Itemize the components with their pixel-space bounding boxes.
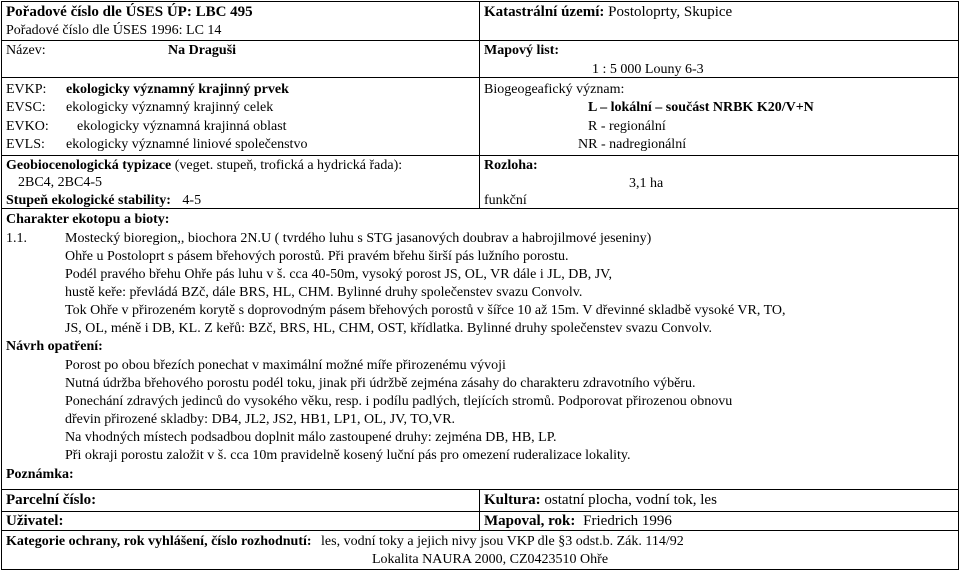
evko-row bbox=[6, 118, 287, 135]
nazev-value: Na Draguši bbox=[168, 43, 237, 58]
protection-row bbox=[6, 533, 684, 550]
kultura-value: ostatní plocha, vodní tok, les bbox=[544, 492, 717, 508]
rule-7 bbox=[1, 530, 958, 531]
poradove-label: Pořadové číslo dle ÚSES ÚP: bbox=[6, 4, 192, 20]
mapoval-label: Mapoval, rok: bbox=[484, 513, 576, 529]
area-value: 3,1 ha bbox=[629, 176, 664, 191]
nazev-label: Název: bbox=[6, 43, 46, 58]
character-label: Charakter ekotopu a bioty: bbox=[6, 212, 170, 227]
function-value: funkční bbox=[484, 193, 527, 208]
user-label: Uživatel: bbox=[6, 513, 64, 529]
evls-code: EVLS: bbox=[6, 137, 45, 152]
stability-label: Stupeň ekologické stability: bbox=[6, 193, 171, 208]
character-line: Ohře u Postoloprt s pásem břehových porostů. Při pravém břehu širší pás lužního porostu. bbox=[65, 249, 569, 264]
measures-label: Návrh opatření: bbox=[6, 339, 103, 354]
protection-value: les, vodní toky a jejich nivy jsou VKP dle §3 odst.b. Zák. 114/92 bbox=[321, 534, 684, 549]
stability-row bbox=[6, 192, 201, 209]
evkp-code: EVKP: bbox=[6, 82, 47, 97]
mapoval-row bbox=[484, 513, 672, 530]
column-divider-lower bbox=[479, 489, 480, 530]
geobio-value: 2BC4, 2BC4-5 bbox=[18, 175, 103, 190]
character-line: Mostecký bioregion,, biochora 2N.U ( tvrdého luhu s STG jasanových doubrav a habrojilmové jeseniny) bbox=[65, 231, 652, 246]
significance-supraregional: NR - nadregionální bbox=[578, 137, 687, 152]
significance-local: L – lokální – součást NRBK K20/V+N bbox=[588, 100, 814, 115]
area-label: Rozloha: bbox=[484, 158, 538, 173]
evko-code: EVKO: bbox=[6, 119, 49, 134]
evsc-row bbox=[6, 99, 273, 116]
measures-line: Porost po obou březích ponechat v maximální možné míře přirozenému vývoji bbox=[65, 358, 506, 373]
measures-line: Ponechání zdravých jedinců do vysokého věku, resp. i podílu padlých, tlejících stromů. Podporovat přirozenou obnovu bbox=[65, 394, 733, 409]
poradove-value: LBC 495 bbox=[195, 4, 253, 20]
geobio-label-bold: Geobiocenologická typizace bbox=[6, 158, 172, 173]
geobio-label bbox=[6, 157, 402, 174]
measures-line: Nutná údržba břehového porostu podél toku, jinak při údržbě zejména zásahy do charakteru zdravotního výběru. bbox=[65, 376, 696, 391]
measures-line: dřevin přirozené skladby: DB4, JL2, JS2, HB1, LP1, OL, JV, TO,VR. bbox=[65, 412, 456, 427]
column-divider-upper bbox=[479, 2, 480, 208]
geobio-label-rest: (veget. stupeň, trofická a hydrická řada): bbox=[171, 158, 403, 173]
parcel-label: Parcelní číslo: bbox=[6, 492, 97, 508]
character-line: Tok Ohře v přirozeném korytě s doprovodným pásem břehových porostů v šířce 10 až 15m. V dřevinné skladbě vysoké VR, TO, bbox=[65, 303, 786, 318]
katastralni-label: Katastrální území: bbox=[484, 4, 605, 20]
character-line: Podél pravého břehu Ohře pás luhu v š. cca 40-50m, vysoký porost JS, OL, VR dále i JL, DB, JV, bbox=[65, 267, 612, 282]
character-line: hustě keře: převládá BZč, dále BRS, HL, CHM. Bylinné druhy společenstev svazu Convolv. bbox=[65, 285, 583, 300]
katastralni-uzemi bbox=[484, 4, 732, 21]
mapoval-value: Friedrich 1996 bbox=[583, 513, 672, 529]
mapovy-list-label: Mapový list: bbox=[484, 43, 560, 58]
significance-regional: R - regionální bbox=[588, 119, 666, 134]
significance-label: Biogeogeafický význam: bbox=[484, 82, 625, 97]
protection-value-2: Lokalita NAURA 2000, CZ0423510 Ohře bbox=[372, 552, 609, 567]
evls-text: ekologicky významné liniové společenstvo bbox=[66, 137, 308, 152]
evkp-row bbox=[6, 81, 289, 98]
protection-label: Kategorie ochrany, rok vyhlášení, číslo rozhodnutí: bbox=[6, 534, 312, 549]
stability-value: 4-5 bbox=[182, 193, 202, 208]
note-label: Poznámka: bbox=[6, 467, 74, 482]
kultura-row bbox=[484, 492, 717, 509]
poradove-cislo-up bbox=[6, 4, 253, 21]
katastralni-value: Postoloprty, Skupice bbox=[608, 4, 733, 20]
kultura-label: Kultura: bbox=[484, 492, 541, 508]
evko-text: ekologicky významná krajinná oblast bbox=[77, 119, 287, 134]
evsc-code: EVSC: bbox=[6, 100, 46, 115]
measures-line: Při okraji porostu založit v š. cca 10m pravidelně kosený luční pás pro omezení ruderalizace lokality. bbox=[65, 448, 631, 463]
evsc-text: ekologicky významný krajinný celek bbox=[66, 100, 274, 115]
measures-line: Na vhodných místech podsadbou doplnit málo zastoupené druhy: zejména DB, HB, LP. bbox=[65, 430, 557, 445]
poradove-cislo-1996: Pořadové číslo dle ÚSES 1996: LC 14 bbox=[6, 23, 222, 38]
evkp-text: ekologicky významný krajinný prvek bbox=[66, 82, 289, 97]
character-line: JS, OL, méně i DB, KL. Z keřů: BZč, BRS, HL, CHM, OST, křídlatka. Bylinné druhy společenstev svazu Convolv. bbox=[65, 321, 713, 336]
mapovy-list-value: 1 : 5 000 Louny 6-3 bbox=[592, 62, 704, 77]
evls-row bbox=[6, 136, 307, 153]
character-number: 1.1. bbox=[6, 231, 27, 246]
